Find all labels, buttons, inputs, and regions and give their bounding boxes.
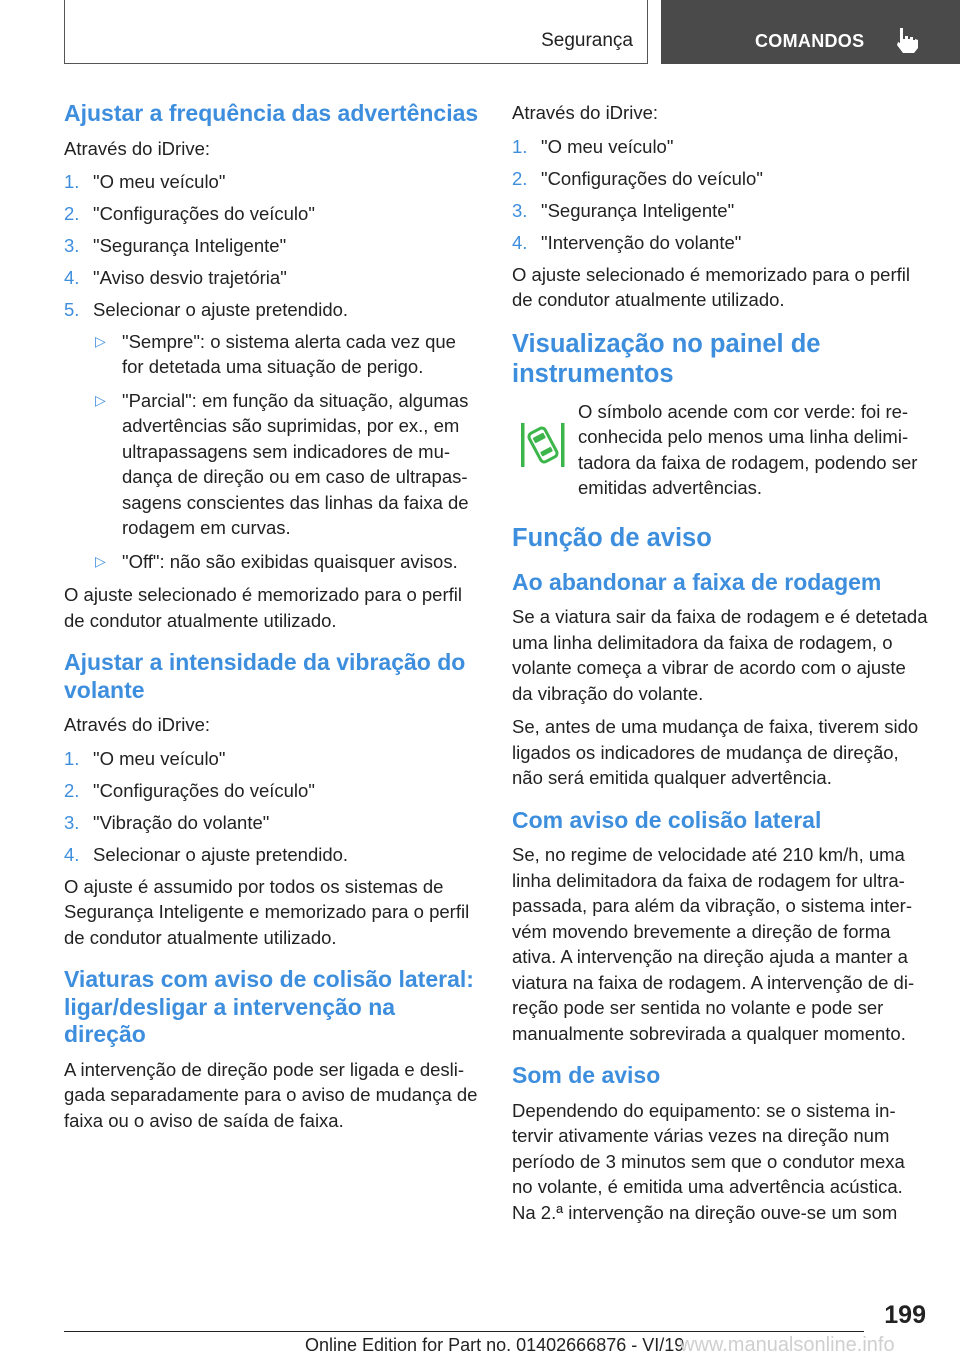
footer-edition: Online Edition for Part no. 01402666876 - VI/19 xyxy=(305,1335,685,1355)
step-number: 3. xyxy=(64,235,80,256)
hand-pointer-icon xyxy=(894,26,920,54)
body-text: Se, antes de uma mudança de faixa, tiverem sido ligados os indicadores de mudança de direção, não será emitida qualquer advertência. xyxy=(512,716,919,788)
step-text: "O meu veículo" xyxy=(93,171,226,192)
step-number: 3. xyxy=(512,199,528,221)
body-text: O ajuste é assumido por todos os sistemas de Segurança Inteligente e memorizado para o perfil de condutor atualmente utilizado. xyxy=(64,875,470,948)
body-text: O símbolo acende com cor verde: foi reconhecida pelo menos uma linha delimitadora da faixa de rodagem, podendo ser emitidas advertências. xyxy=(578,400,918,498)
step-text: "O meu veículo" xyxy=(541,135,674,157)
list-item xyxy=(512,166,928,192)
lane-departure-icon xyxy=(512,403,576,481)
step-text: "Configurações do veículo" xyxy=(93,203,315,224)
triangle-bullet-icon: ▷ xyxy=(95,391,106,408)
triangle-bullet-icon: ▷ xyxy=(95,552,106,569)
step-number: 4. xyxy=(64,267,80,288)
step-number: 2. xyxy=(64,779,80,801)
list-item xyxy=(64,842,480,868)
step-number: 1. xyxy=(64,747,80,769)
step-text: "Intervenção do volante" xyxy=(541,231,742,253)
option-text: "Sempre": o sistema alerta cada vez que for detetada uma situação de perigo. xyxy=(122,330,456,377)
step-text: "Configurações do veículo" xyxy=(93,779,315,801)
step-text: "Aviso desvio trajetória" xyxy=(93,267,287,288)
steps-list-vibration xyxy=(64,746,480,868)
step-number: 2. xyxy=(64,203,80,224)
step-number: 4. xyxy=(512,231,528,253)
footer-divider xyxy=(64,1331,864,1332)
left-column xyxy=(64,100,480,1141)
step-text: "Configurações do veículo" xyxy=(541,167,763,189)
body-text: O ajuste selecionado é memorizado para o perfil de condutor atualmente utilizado. xyxy=(64,584,462,631)
right-column xyxy=(512,100,928,1233)
heading-vibration-intensity: Ajustar a intensidade da vibração do volante xyxy=(64,649,466,703)
step-number: 5. xyxy=(64,299,80,320)
body-text: O ajuste selecionado é memorizado para o perfil de condutor atualmente utilizado. xyxy=(512,263,910,310)
header-chapter-box xyxy=(661,0,960,64)
list-item xyxy=(93,388,480,541)
list-item xyxy=(64,810,480,836)
heading-warning-frequency: Ajustar a frequência das advertências xyxy=(64,100,479,126)
heading-warning-function: Função de aviso xyxy=(512,523,712,552)
heading-leaving-lane: Ao abandonar a faixa de rodagem xyxy=(512,568,882,595)
heading-warning-sound: Som de aviso xyxy=(512,1062,661,1088)
step-text: "Segurança Inteligente" xyxy=(541,199,735,221)
intro-text: Através do iDrive: xyxy=(64,714,210,735)
step-number: 2. xyxy=(512,167,528,189)
list-item xyxy=(64,778,480,804)
option-text: "Parcial": em função da situação, algumas advertências são suprimidas, por ex., em ultrapassagens sem indicadores de mudança de direção ou em caso de ultrapassagens conscientes das linhas da faixa de rodagem em curvas. xyxy=(122,389,469,538)
heading-side-collision: Com aviso de colisão lateral xyxy=(512,806,822,833)
page-number: 199 xyxy=(884,1301,926,1329)
body-text: A intervenção de direção pode ser ligada e desligada separadamente para o aviso de mudança de faixa ou o aviso de saída de faixa. xyxy=(64,1058,478,1131)
list-item xyxy=(512,198,928,224)
list-item xyxy=(93,549,480,575)
body-text: Dependendo do equipamento: se o sistema intervir ativamente várias vezes na direção num período de 3 minutos sem que o condutor mexa no volante, é emitida uma advertência acústica. Na 2.ª intervenção na direção ouve-se um som xyxy=(512,1099,905,1223)
step-text: Selecionar o ajuste pretendido. xyxy=(93,299,349,320)
steps-list-frequency xyxy=(64,169,480,574)
list-item xyxy=(93,329,480,380)
list-item xyxy=(64,297,480,574)
list-item xyxy=(64,233,480,259)
heading-steering-intervention: Viaturas com aviso de colisão lateral: ligar/desligar a intervenção na direção xyxy=(64,966,474,1047)
step-number: 3. xyxy=(64,811,80,833)
step-number: 1. xyxy=(64,171,80,192)
heading-instrument-display: Visualização no painel de instrumentos xyxy=(512,329,821,388)
triangle-bullet-icon: ▷ xyxy=(95,332,106,349)
step-number: 4. xyxy=(64,843,80,865)
intro-text: Através do iDrive: xyxy=(512,102,658,123)
header-section-title: Segurança xyxy=(541,30,633,51)
list-item xyxy=(64,201,480,227)
body-text: Se, no regime de velocidade até 210 km/h, uma linha delimitadora da faixa de rodagem for ultrapassada, para além da vibração, o sistema intervém movendo brevemente a direção de forma ativa. A intervenção na direção ajuda a manter a viatura na faixa de rodagem. A intervenção de direção pode ser sentida no volante e pode ser manualmente sobrevirada a qualquer momento. xyxy=(512,844,915,1044)
steps-list-intervention xyxy=(512,134,928,256)
list-item xyxy=(64,169,480,195)
list-item xyxy=(512,230,928,256)
symbol-paragraph xyxy=(512,399,928,501)
option-text: "Off": não são exibidas quaisquer avisos. xyxy=(122,550,458,572)
list-item xyxy=(512,134,928,160)
options-list xyxy=(93,329,480,575)
body-text: Se a viatura sair da faixa de rodagem e é detetada uma linha delimitadora da faixa de rodagem, o volante começa a vibrar de acordo com o ajuste da vibração do volante. xyxy=(512,606,928,704)
step-text: "Vibração do volante" xyxy=(93,811,270,833)
list-item xyxy=(64,265,480,291)
step-text: "O meu veículo" xyxy=(93,747,226,769)
step-text: "Segurança Inteligente" xyxy=(93,235,287,256)
footer-watermark: www.manualsonline.info xyxy=(680,1334,895,1356)
header-chapter-title: COMANDOS xyxy=(755,31,865,51)
intro-text: Através do iDrive: xyxy=(64,137,210,159)
header-section-box xyxy=(64,0,648,64)
step-text: Selecionar o ajuste pretendido. xyxy=(93,843,349,865)
list-item xyxy=(64,746,480,772)
step-number: 1. xyxy=(512,135,528,157)
